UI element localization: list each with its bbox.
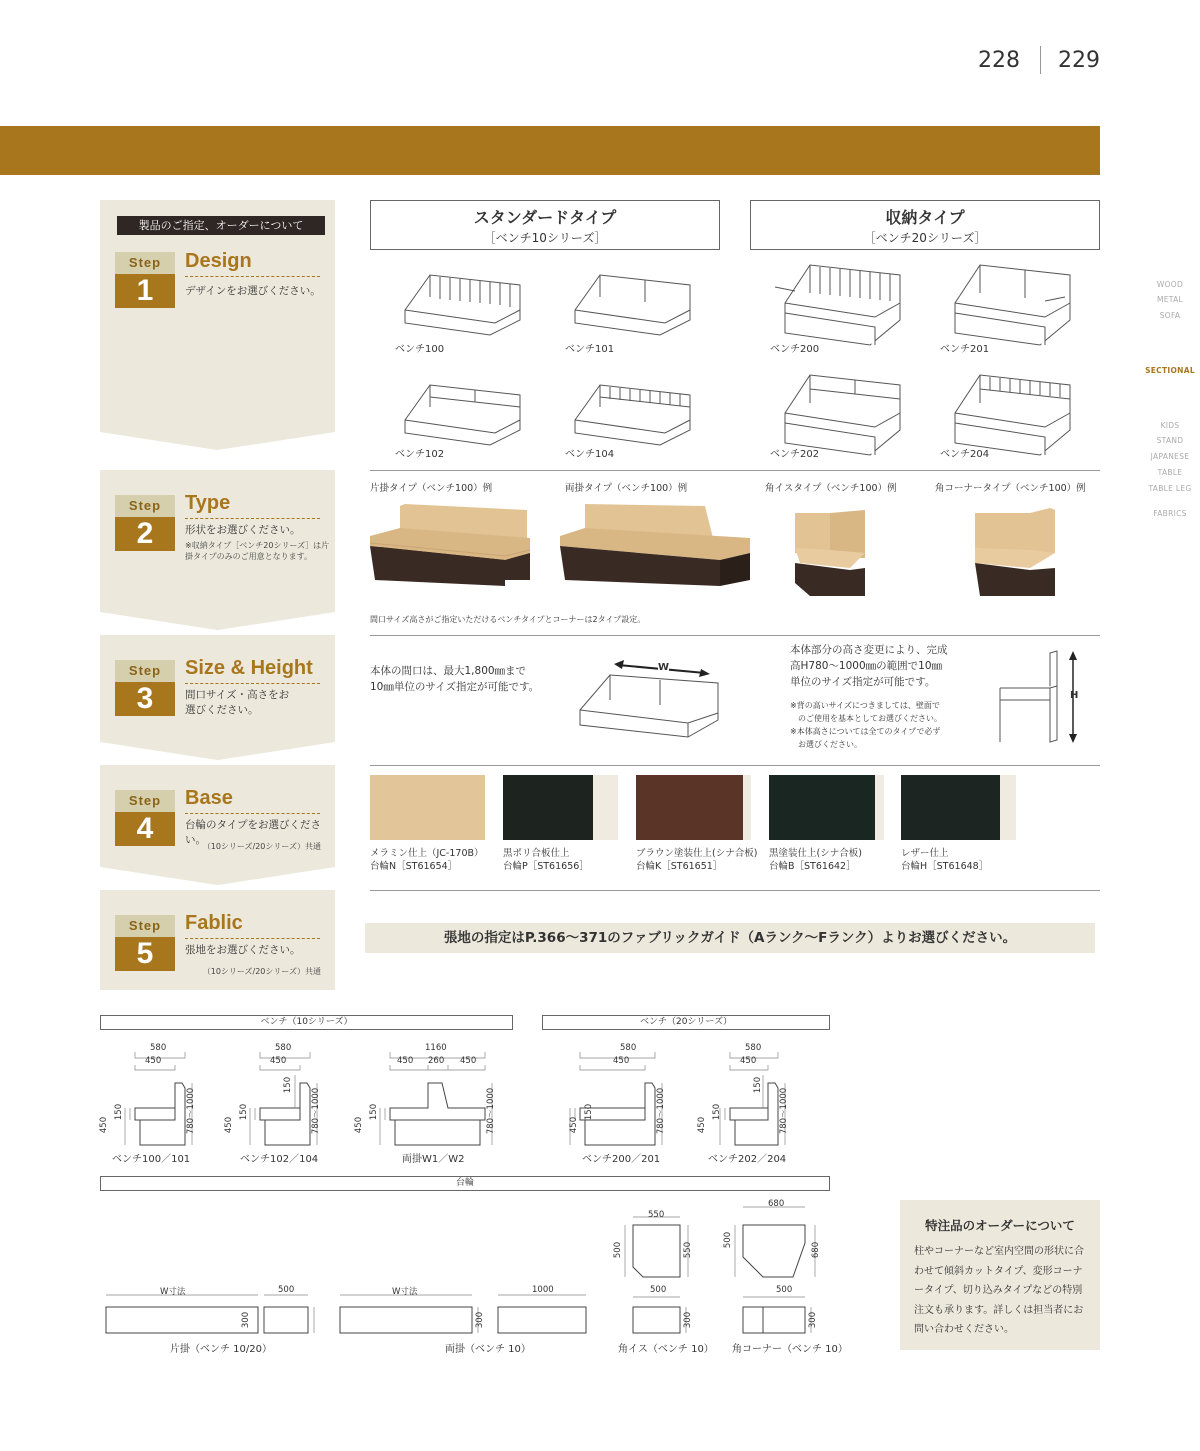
step-number: 5 xyxy=(115,937,175,971)
dim-label: 150 xyxy=(584,1103,595,1121)
side-nav-wood[interactable]: WOOD xyxy=(1156,280,1184,289)
side-nav-fabrics[interactable]: FABRICS xyxy=(1153,509,1187,518)
step-5-panel xyxy=(100,890,335,990)
base-caption: メラミン仕上（JC-170B） 台輪N［ST61654］ xyxy=(370,848,484,872)
dim-label: 580 xyxy=(275,1043,292,1053)
design-caption: ベンチ204 xyxy=(940,449,990,460)
size-text: 本体の間口は、最大1,800㎜まで 10㎜単位のサイズ指定が可能です。 xyxy=(370,665,540,693)
dim-label: 150 xyxy=(283,1076,294,1094)
dims-header-20: ベンチ（20シリーズ） xyxy=(542,1015,830,1030)
dims-header-10: ベンチ（10シリーズ） xyxy=(100,1015,513,1030)
dim-label: 580 xyxy=(745,1043,762,1053)
step-title: Type xyxy=(185,492,231,514)
type-sub: ［ベンチ10シリーズ］ xyxy=(483,231,607,245)
dim-label: 780～1000 xyxy=(311,1087,322,1135)
side-nav-metal[interactable]: METAL xyxy=(1156,295,1184,304)
dim-label: 450 xyxy=(397,1056,414,1066)
dim-label: 780～1000 xyxy=(186,1087,197,1135)
step-arrow xyxy=(100,867,335,885)
side-nav-table-leg[interactable]: TABLE LEG xyxy=(1148,484,1192,493)
dim-label: 450 xyxy=(145,1056,162,1066)
step-divider xyxy=(185,518,320,519)
side-nav-stand[interactable]: STAND xyxy=(1156,436,1184,445)
step-note: ※収納タイプ［ベンチ20シリーズ］は片掛タイプのみのご用意となります。 xyxy=(185,541,330,561)
storage-type-box xyxy=(750,200,1100,250)
page-divider xyxy=(1040,46,1041,74)
type-title: スタンダードタイプ xyxy=(473,208,617,227)
design-caption: ベンチ201 xyxy=(940,344,990,355)
step-title: Size & Height xyxy=(185,657,313,679)
dim-label: 260 xyxy=(428,1056,445,1066)
step-tag: Step xyxy=(115,660,175,682)
special-order-title: 特注品のオーダーについて xyxy=(925,1218,1075,1233)
double-bench-photo xyxy=(560,504,750,586)
special-order-body: 柱やコーナーなど室内空間の形状に合わせて傾斜カットタイプ、変形コーナータイプ、切り込みタイプなどの特別注文も承ります。詳しくは担当者にお問い合わせください。 xyxy=(914,1246,1084,1335)
step-2-panel xyxy=(100,470,335,612)
dim-label: 580 xyxy=(150,1043,167,1053)
dim-label: 150 xyxy=(114,1103,125,1121)
dim-label: 500 xyxy=(613,1241,624,1259)
step-desc: デザインをお選びください。 xyxy=(185,285,321,297)
step-title: Fablic xyxy=(185,912,243,934)
dim-label: 780～1000 xyxy=(656,1087,667,1135)
design-caption: ベンチ102 xyxy=(395,449,445,460)
step-arrow xyxy=(100,742,335,760)
dim-label: 450 xyxy=(270,1056,287,1066)
dim-label: 450 xyxy=(354,1116,365,1134)
step-desc: 台輪のタイプをお選びください。 xyxy=(185,819,321,846)
step-common-note: （10シリーズ/20シリーズ）共通 xyxy=(202,967,321,976)
design-caption: ベンチ100 xyxy=(395,344,445,355)
bench-102-drawing xyxy=(405,385,520,445)
side-nav-table[interactable]: TABLE xyxy=(1157,468,1183,477)
model-label: ベンチ202／204 xyxy=(708,1154,787,1165)
type-example-photos xyxy=(365,498,1095,608)
base-swatch-h[interactable] xyxy=(901,775,1016,840)
dim-label: 450 xyxy=(569,1116,580,1134)
order-header: 製品のご指定、オーダーについて xyxy=(117,216,325,235)
type-note: 間口サイズ高さがご指定いただけるベンチタイプとコーナーは2タイプ設定。 xyxy=(370,615,646,624)
base-dimension-drawings xyxy=(100,1195,840,1345)
height-notes: ※背の高いサイズにつきましては、壁面で のご使用を基本としてお選びください。 ※本体高さについては全てのタイプで必ず お選びください。 xyxy=(790,701,942,749)
section-rule xyxy=(370,890,1100,891)
step-divider xyxy=(185,813,320,814)
dim-label: 500 xyxy=(723,1231,734,1249)
base-dim-label: 角イス（ベンチ 10） xyxy=(618,1344,714,1355)
bench-201-drawing xyxy=(955,265,1070,345)
dim-label: 150 xyxy=(369,1103,380,1121)
step-number: 1 xyxy=(115,274,175,308)
base-caption: ブラウン塗装仕上(シナ合板) 台輪K［ST61651］ xyxy=(636,848,758,872)
section-rule xyxy=(370,635,1100,636)
header-band xyxy=(0,126,1100,175)
type-example-caption: 両掛タイプ（ベンチ100）例 xyxy=(565,483,688,494)
side-nav-sectional[interactable]: SECTIONAL xyxy=(1145,366,1195,375)
step-tag: Step xyxy=(115,790,175,812)
step-divider xyxy=(185,683,320,684)
dim-label: 300 xyxy=(475,1311,486,1329)
dim-label: 680 xyxy=(811,1241,822,1259)
dims-header-base: 台輪 xyxy=(100,1176,830,1191)
type-title: 収納タイプ xyxy=(885,208,965,227)
bench-101-drawing xyxy=(575,275,690,335)
dim-label: 150 xyxy=(712,1103,723,1121)
side-nav-japanese[interactable]: JAPANESE xyxy=(1150,452,1190,461)
base-caption: 黒塗装仕上(シナ合板) 台輪B［ST61642］ xyxy=(769,848,862,872)
dim-label: 550 xyxy=(648,1210,665,1220)
section-rule xyxy=(370,765,1100,766)
dim-label: 450 xyxy=(224,1116,235,1134)
step-arrow xyxy=(100,432,335,450)
step-desc: 形状をお選びください。 xyxy=(185,524,301,536)
design-caption: ベンチ202 xyxy=(770,449,820,460)
dim-label: 500 xyxy=(776,1285,793,1295)
step-divider xyxy=(185,276,320,277)
step-divider xyxy=(185,938,320,939)
height-label: H xyxy=(1070,690,1079,701)
base-dim-label: 片掛（ベンチ 10/20） xyxy=(170,1344,272,1355)
corner-chair-photo xyxy=(795,510,865,596)
dim-label: 580 xyxy=(620,1043,637,1053)
dim-label: 500 xyxy=(650,1285,667,1295)
height-text: 本体部分の高さ変更により、完成 高H780～1000㎜の範囲で10㎜ 単位のサイズ指定が可能です。 xyxy=(790,644,948,688)
dim-label: 450 xyxy=(740,1056,757,1066)
base-swatch-n[interactable] xyxy=(370,775,485,840)
step-1-panel xyxy=(100,200,335,432)
type-example-caption: 角コーナータイプ（ベンチ100）例 xyxy=(935,483,1086,494)
step-number: 4 xyxy=(115,812,175,846)
dim-label: 300 xyxy=(683,1311,694,1329)
dim-label: 300 xyxy=(241,1311,252,1329)
step-tag: Step xyxy=(115,252,175,274)
step-tag: Step xyxy=(115,495,175,517)
width-diagram xyxy=(570,655,730,740)
bench-202-drawing xyxy=(785,375,900,455)
model-label: ベンチ102／104 xyxy=(240,1154,319,1165)
type-example-caption: 角イスタイプ（ベンチ100）例 xyxy=(765,483,897,494)
page-number-right: 229 xyxy=(1058,48,1100,73)
bench-204-drawing xyxy=(955,375,1070,455)
section-rule xyxy=(370,470,1100,471)
step-common-note: （10シリーズ/20シリーズ）共通 xyxy=(202,842,321,851)
step-title: Base xyxy=(185,787,233,809)
dim-label: 450 xyxy=(460,1056,477,1066)
base-swatch-b[interactable] xyxy=(769,775,884,840)
design-drawings xyxy=(370,255,1100,465)
dim-label: 450 xyxy=(99,1116,110,1134)
design-caption: ベンチ200 xyxy=(770,344,820,355)
side-nav-sofa[interactable]: SOFA xyxy=(1159,311,1181,320)
design-caption: ベンチ104 xyxy=(565,449,615,460)
step-title: Design xyxy=(185,250,252,272)
page-number-left: 228 xyxy=(978,48,1020,73)
base-dim-label: 角コーナー（ベンチ 10） xyxy=(732,1344,848,1355)
dim-label: 1160 xyxy=(425,1043,447,1053)
special-order-box xyxy=(900,1200,1100,1350)
base-dim-label: 両掛（ベンチ 10） xyxy=(445,1344,531,1355)
dim-label: 500 xyxy=(278,1285,295,1295)
step-arrow xyxy=(100,612,335,630)
bench-104-drawing xyxy=(575,385,690,445)
dim-label: 300 xyxy=(808,1311,819,1329)
step-number: 2 xyxy=(115,517,175,551)
single-bench-photo xyxy=(370,504,530,586)
base-caption: 黒ポリ合板仕上 台輪P［ST61656］ xyxy=(503,848,589,872)
dim-label: 780～1000 xyxy=(486,1087,497,1135)
dim-label: 450 xyxy=(697,1116,708,1134)
dim-label: 780～1000 xyxy=(779,1087,790,1135)
dim-label: 1000 xyxy=(532,1285,554,1295)
step-3-panel xyxy=(100,635,335,742)
design-caption: ベンチ101 xyxy=(565,344,615,355)
dim-label: 150 xyxy=(753,1076,764,1094)
dim-label: W寸法 xyxy=(392,1287,418,1297)
bench-200-drawing xyxy=(775,265,900,345)
dim-label: 450 xyxy=(613,1056,630,1066)
type-sub: ［ベンチ20シリーズ］ xyxy=(863,231,987,245)
model-label: 両掛W1／W2 xyxy=(402,1154,465,1165)
dim-label: 680 xyxy=(768,1199,785,1209)
step-number: 3 xyxy=(115,682,175,716)
step-desc: 間口サイズ・高さをお選びください。 xyxy=(185,689,290,716)
side-nav-kids[interactable]: KIDS xyxy=(1160,421,1180,430)
step-4-panel xyxy=(100,765,335,867)
base-caption: レザー仕上 台輪H［ST61648］ xyxy=(901,848,989,872)
base-swatch-p[interactable] xyxy=(503,775,618,840)
width-label: W xyxy=(658,662,670,673)
base-swatch-k[interactable] xyxy=(636,775,751,840)
dim-label: W寸法 xyxy=(160,1287,186,1297)
bench-100-drawing xyxy=(405,275,520,335)
standard-type-box xyxy=(370,200,720,250)
corner-bench-photo xyxy=(975,508,1055,596)
step-desc: 張地をお選びください。 xyxy=(185,944,301,956)
fabric-banner: 張地の指定はP.366～371のファブリックガイド（Aランク～Fランク）よりお選びください。 xyxy=(365,923,1095,953)
dim-label: 150 xyxy=(239,1103,250,1121)
model-label: ベンチ200／201 xyxy=(582,1154,661,1165)
model-label: ベンチ100／101 xyxy=(112,1154,191,1165)
dim-label: 550 xyxy=(683,1241,694,1259)
step-tag: Step xyxy=(115,915,175,937)
type-example-caption: 片掛タイプ（ベンチ100）例 xyxy=(370,483,493,494)
